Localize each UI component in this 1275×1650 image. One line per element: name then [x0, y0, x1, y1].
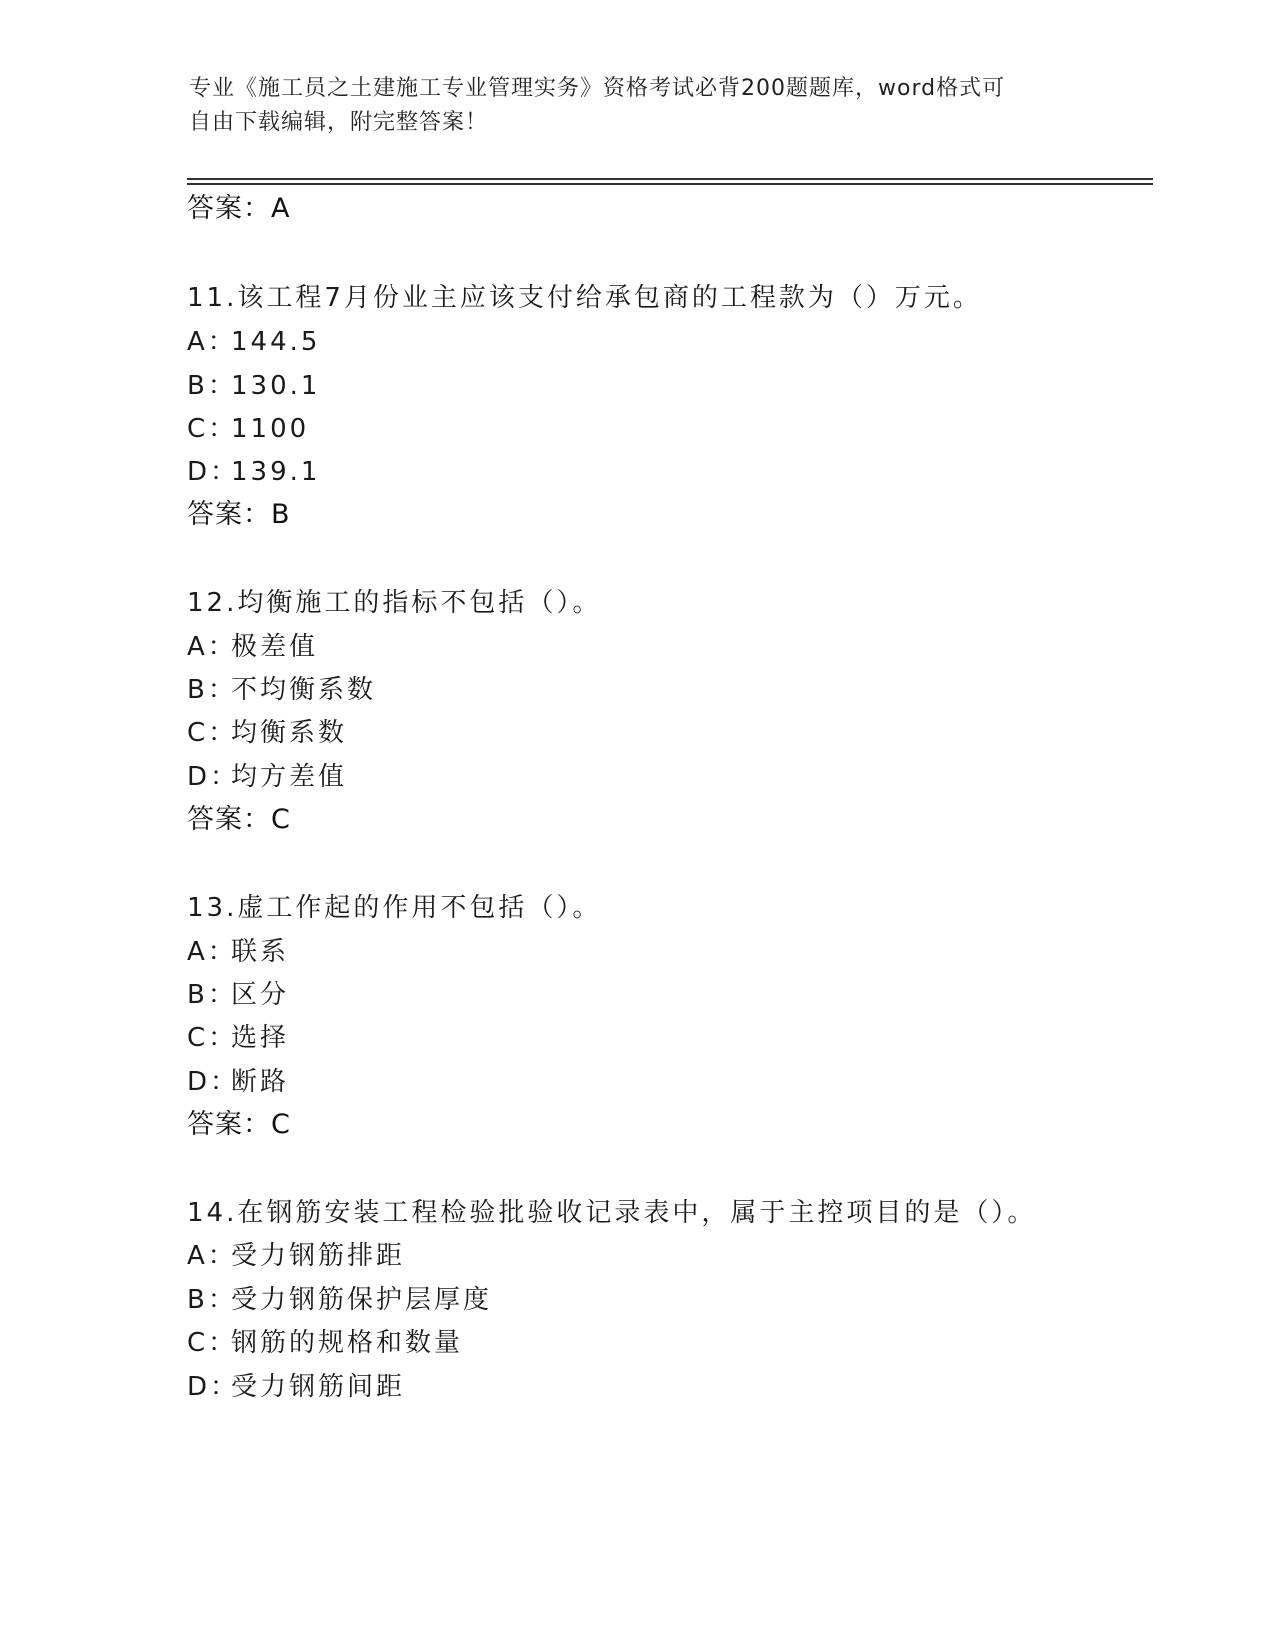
option-letter: C： [187, 414, 238, 444]
question-11-answer: 答案：B [187, 499, 291, 530]
option-letter: D： [187, 457, 240, 487]
option-letter: D： [187, 762, 240, 792]
option-text: 钢筋的规格和数量 [231, 1328, 464, 1358]
header-line-2: 自由下载编辑，附完整答案！ [189, 110, 489, 135]
question-11-stem: 11.该工程7月份业主应该支付给承包商的工程款为（）万元。 [187, 283, 982, 313]
option-text: 极差值 [231, 632, 319, 662]
header-divider-bottom [187, 183, 1153, 185]
option-letter: B： [187, 675, 237, 705]
question-11-option-c [187, 413, 309, 445]
option-letter: B： [187, 980, 237, 1010]
option-text: 受力钢筋间距 [231, 1372, 406, 1402]
question-14-option-c [187, 1327, 463, 1359]
question-12-option-a [187, 631, 318, 663]
option-text: 均衡系数 [231, 718, 348, 748]
question-12-option-c [187, 717, 347, 749]
option-letter: A： [187, 1241, 237, 1271]
option-letter: B： [187, 371, 237, 401]
question-13-option-b [187, 979, 289, 1011]
question-11-option-b [187, 370, 320, 402]
question-13-option-a [187, 936, 289, 968]
option-letter: A： [187, 937, 237, 967]
question-11-option-d [187, 456, 320, 488]
document-header [189, 72, 1089, 140]
option-text: 选择 [231, 1023, 290, 1053]
option-letter: B： [187, 1285, 237, 1315]
header-line-1: 专业《施工员之土建施工专业管理实务》资格考试必背200题题库，word格式可 [189, 76, 1006, 101]
option-letter: D： [187, 1372, 240, 1402]
option-letter: C： [187, 718, 238, 748]
question-14-option-a [187, 1240, 405, 1272]
option-letter: A： [187, 327, 237, 357]
question-11-option-a [187, 326, 320, 358]
option-text: 144.5 [231, 327, 321, 357]
question-12-stem: 12.均衡施工的指标不包括（）。 [187, 588, 602, 618]
question-14-stem: 14.在钢筋安装工程检验批验收记录表中，属于主控项目的是（）。 [187, 1198, 1037, 1228]
option-text: 1100 [231, 414, 310, 444]
option-letter: C： [187, 1023, 238, 1053]
option-letter: C： [187, 1328, 238, 1358]
question-12-option-d [187, 761, 347, 793]
option-letter: A： [187, 632, 237, 662]
previous-answer: 答案：A [187, 193, 291, 224]
option-text: 139.1 [231, 457, 321, 487]
option-text: 130.1 [231, 371, 321, 401]
option-letter: D： [187, 1067, 240, 1097]
option-text: 不均衡系数 [231, 675, 377, 705]
option-text: 断路 [231, 1067, 290, 1097]
option-text: 受力钢筋排距 [231, 1241, 406, 1271]
question-13-option-d [187, 1066, 289, 1098]
question-12-option-b [187, 674, 376, 706]
question-13-stem: 13.虚工作起的作用不包括（）。 [187, 893, 602, 923]
option-text: 受力钢筋保护层厚度 [231, 1285, 493, 1315]
question-14-option-b [187, 1284, 492, 1316]
question-12-answer: 答案：C [187, 804, 291, 835]
question-13-option-c [187, 1022, 289, 1054]
question-13-answer: 答案：C [187, 1109, 291, 1140]
question-14-option-d [187, 1371, 405, 1403]
option-text: 均方差值 [231, 762, 348, 792]
header-divider-top [187, 178, 1153, 180]
option-text: 联系 [231, 937, 290, 967]
option-text: 区分 [231, 980, 290, 1010]
